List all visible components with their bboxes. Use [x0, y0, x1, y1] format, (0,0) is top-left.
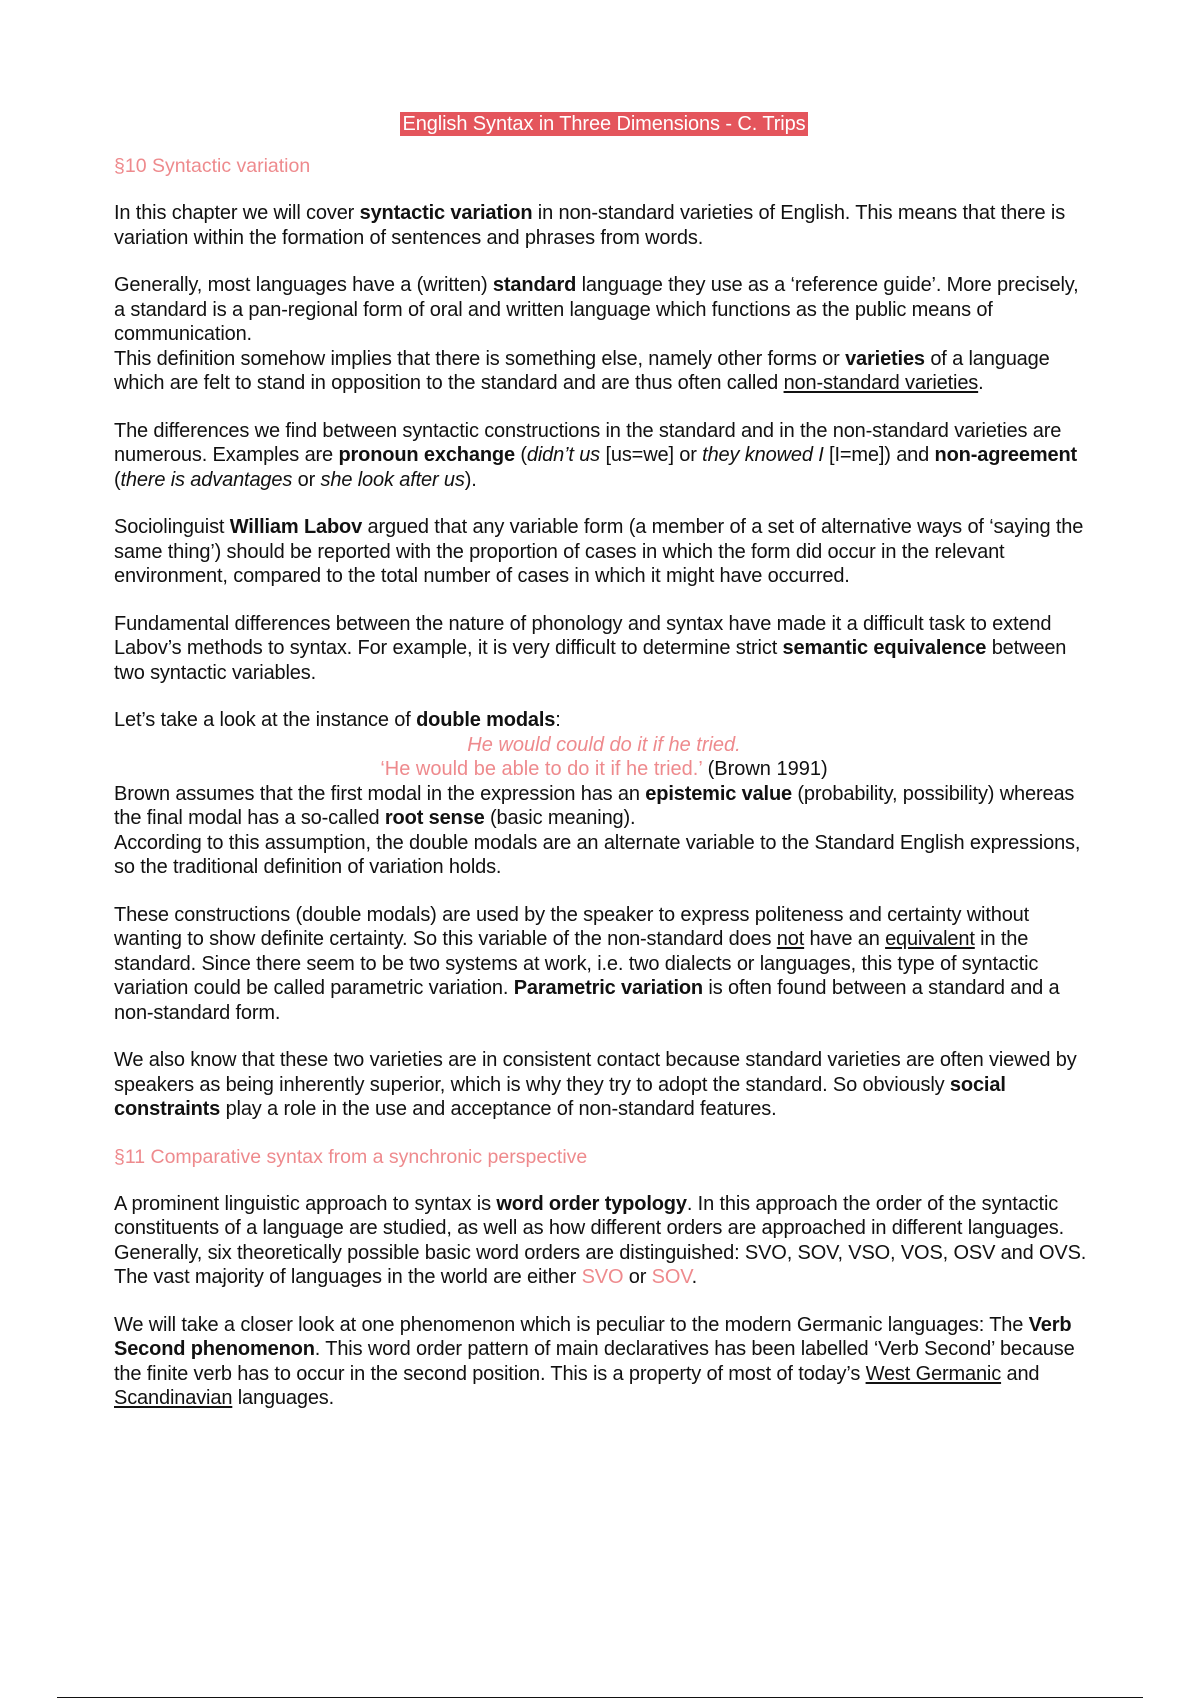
section-10-heading: §10 Syntactic variation — [114, 155, 311, 177]
bold-term: varieties — [845, 347, 925, 370]
paragraph: Generally, six theoretically possible basic word orders are distinguished: SVO, SOV, VSO, VOS, OSV and OVS. The vast majority of languages in the world are either SVO or SOV. — [114, 1241, 1087, 1288]
example-citation: (Brown 1991) — [702, 758, 828, 780]
underlined-term: not — [776, 928, 805, 950]
paragraph: Brown assumes that the first modal in the expression has an epistemic value (probability, possibility) whereas the final modal has a so-called root sense (basic meaning). — [114, 782, 1075, 829]
word-order-svo: SVO — [581, 1266, 624, 1288]
paragraph: We also know that these two varieties are in consistent contact because standard varieties are often viewed by speakers as being inherently superior, which is why they try to adopt the standard. So obviously social constraints play a role in the use and acceptance of non-standard features. — [114, 1049, 1077, 1120]
paragraph: Fundamental differences between the nature of phonology and syntax have made it a difficult task to extend Labov’s methods to syntax. For example, it is very difficult to determine strict semantic equivalence between two syntactic variables. — [114, 612, 1067, 684]
paragraph: A prominent linguistic approach to syntax is word order typology. In this approach the order of the syntactic constituents of a language are studied, as well as how different orders are approached in different languages. — [114, 1192, 1065, 1239]
underlined-term: West Germanic — [865, 1362, 1002, 1385]
underlined-term: equivalent — [885, 928, 975, 950]
paragraph: We will take a closer look at one phenomenon which is peculiar to the modern Germanic languages: The Verb Second phenomenon. This word order pattern of main declaratives has been labelled ‘Verb Second’ because the finite verb has to occur in the second position. This is a property of most of today’s West Germanic and Scandinavian languages. — [114, 1313, 1075, 1409]
bold-term: social constraints — [114, 1073, 1006, 1120]
bold-term: semantic equivalence — [782, 637, 987, 659]
bold-term: William Labov — [229, 516, 363, 538]
example-gloss: ‘He would be able to do it if he tried.’ — [380, 758, 703, 780]
bold-term: root sense — [384, 807, 485, 829]
paragraph: In this chapter we will cover syntactic variation in non-standard varieties of English. This means that there is variation within the formation of sentences and phrases from words. — [114, 202, 1066, 249]
underlined-term: Scandinavian — [114, 1387, 233, 1409]
bold-term: word order typology — [496, 1192, 687, 1215]
example-sentence: He would could do it if he tried. — [467, 733, 741, 756]
page-bottom-rule — [57, 1697, 1143, 1698]
paragraph: According to this assumption, the double modals are an alternate variable to the Standard English expressions, so the traditional definition of variation holds. — [114, 831, 1081, 878]
bold-term: Parametric variation — [513, 977, 704, 999]
document-page — [114, 112, 1094, 1434]
bold-term: standard — [492, 274, 577, 296]
bold-term: double modals — [416, 709, 556, 731]
paragraph: Generally, most languages have a (written) standard language they use as a ‘reference guide’. More precisely, a standard is a pan-regional form of oral and written language which functions as the public means of communication. — [114, 274, 1079, 345]
italic-example: she look after us — [320, 468, 465, 491]
word-order-sov: SOV — [651, 1266, 692, 1288]
italic-example: they knowed I — [702, 444, 824, 466]
italic-example: didn’t us — [526, 444, 601, 466]
double-modal-example — [114, 733, 1094, 782]
document-title: English Syntax in Three Dimensions - C. Trips — [402, 113, 806, 135]
paragraph: The differences we find between syntactic constructions in the standard and in the non-standard varieties are numerous. Examples are pronoun exchange (didn’t us [us=we] or they knowed I [I=me]) and non-agreement (there is advantages or she look after us). — [114, 419, 1078, 491]
bold-term: non-agreement — [934, 444, 1078, 466]
italic-example: there is advantages — [120, 468, 293, 491]
underlined-term: non-standard varieties — [783, 372, 979, 394]
bold-term: pronoun exchange — [338, 444, 515, 466]
paragraph: Let’s take a look at the instance of double modals: — [114, 709, 561, 731]
title-row — [114, 112, 1094, 136]
bold-term: Verb Second phenomenon — [114, 1313, 1072, 1360]
bold-term: syntactic variation — [359, 202, 533, 224]
paragraph: This definition somehow implies that there is something else, namely other forms or varieties of a language which are felt to stand in opposition to the standard and are thus often called non-standard varieties. — [114, 347, 1050, 394]
bold-term: epistemic value — [645, 782, 792, 805]
section-11-heading: §11 Comparative syntax from a synchronic perspective — [114, 1145, 588, 1168]
paragraph: These constructions (double modals) are used by the speaker to express politeness and certainty without wanting to show definite certainty. So this variable of the non-standard does not have an equivalent in the standard. Since there seem to be two systems at work, i.e. two dialects or languages, this type of syntactic variation could be called parametric variation. Parametric variation is often found between a standard and a non-standard form. — [114, 903, 1060, 1024]
paragraph: Sociolinguist William Labov argued that any variable form (a member of a set of alternative ways of ‘saying the same thing’) should be reported with the proportion of cases in which the form did occur in the relevant environment, compared to the total number of cases in which it might have occurred. — [114, 516, 1084, 587]
